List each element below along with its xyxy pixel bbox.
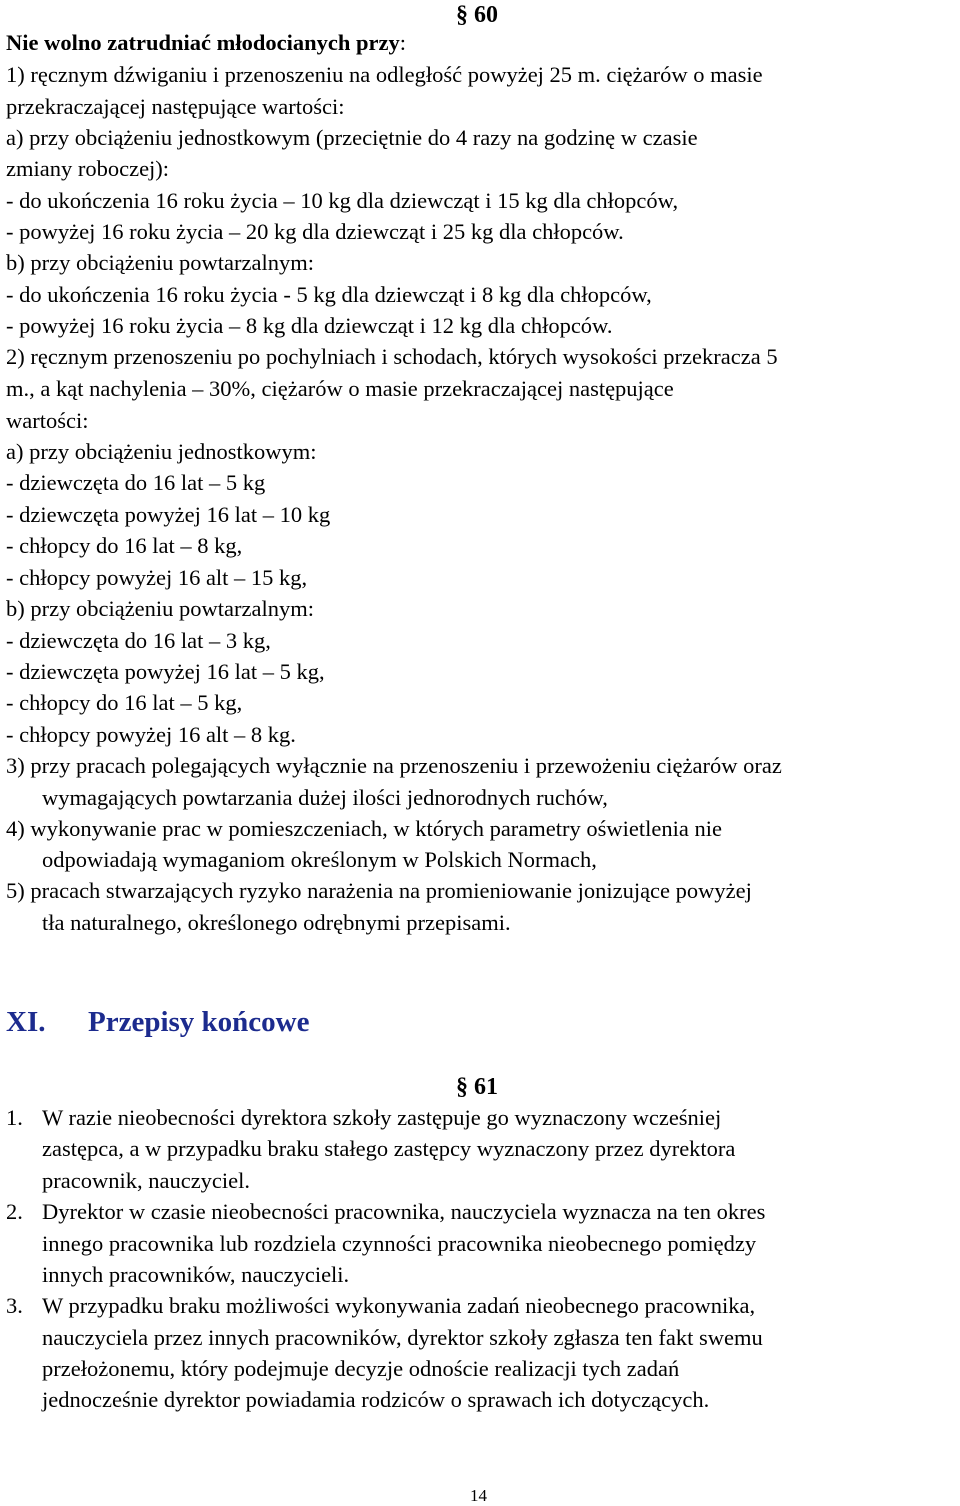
item1-line1: 1) ręcznym dźwiganiu i przenoszeniu na odległość powyżej 25 m. ciężarów o masie xyxy=(6,62,763,87)
item2-b: b) przy obciążeniu powtarzalnym: xyxy=(6,596,315,621)
lead-bold: Nie wolno zatrudniać młodocianych przy xyxy=(6,30,400,55)
p2-line2: innego pracownika lub rozdziela czynności pracownika nieobecnego pomiędzy xyxy=(42,1231,757,1256)
lead-colon: : xyxy=(399,30,407,55)
p2-number: 2. xyxy=(6,1199,23,1224)
p2-line3: innych pracowników, nauczycieli. xyxy=(42,1262,350,1287)
item1-b: b) przy obciążeniu powtarzalnym: xyxy=(6,250,315,275)
item1-a-line1: a) przy obciążeniu jednostkowym (przeciętnie do 4 razy na godzinę w czasie xyxy=(6,125,698,150)
item1-a-line2: zmiany roboczej): xyxy=(6,156,170,181)
item3-line1: 3) przy pracach polegających wyłącznie na przenoszeniu i przewożeniu ciężarów oraz xyxy=(6,753,782,778)
p3-line2: nauczyciela przez innych pracowników, dyrektor szkoły zgłasza ten fakt swemu xyxy=(42,1325,763,1350)
p1-number: 1. xyxy=(6,1105,23,1130)
chapter-title: Przepisy końcowe xyxy=(88,1006,310,1038)
item2-a: a) przy obciążeniu jednostkowym: xyxy=(6,439,317,464)
item2-a-bullet: - chłopcy do 16 lat – 8 kg, xyxy=(6,533,243,558)
p3-line1: W przypadku braku możliwości wykonywania zadań nieobecnego pracownika, xyxy=(42,1293,756,1318)
p1-line3: pracownik, nauczyciel. xyxy=(42,1168,251,1193)
item4-line2: odpowiadają wymaganiom określonym w Polskich Normach, xyxy=(42,847,597,872)
item1-b-bullet1: - do ukończenia 16 roku życia - 5 kg dla dziewcząt i 8 kg dla chłopców, xyxy=(6,282,652,307)
item5-line2: tła naturalnego, określonego odrębnymi przepisami. xyxy=(42,910,511,935)
item1-a-bullet1: - do ukończenia 16 roku życia – 10 kg dla dziewcząt i 15 kg dla chłopców, xyxy=(6,188,679,213)
item2-a-bullet: - dziewczęta do 16 lat – 5 kg xyxy=(6,470,266,495)
item5-line1: 5) pracach stwarzających ryzyko narażenia na promieniowanie jonizujące powyżej xyxy=(6,878,752,903)
page-number: 14 xyxy=(470,1486,487,1505)
chapter-number: XI. xyxy=(6,1006,46,1038)
p3-number: 3. xyxy=(6,1293,23,1318)
item2-a-bullet: - dziewczęta powyżej 16 lat – 10 kg xyxy=(6,502,331,527)
section-60-heading: § 60 xyxy=(456,2,498,28)
p1-line1: W razie nieobecności dyrektora szkoły zastępuje go wyznaczony wcześniej xyxy=(42,1105,722,1130)
item2-b-bullet: - dziewczęta do 16 lat – 3 kg, xyxy=(6,628,271,653)
lead-sentence xyxy=(6,32,406,55)
item2-b-bullet: - chłopcy do 16 lat – 5 kg, xyxy=(6,690,243,715)
item3-line2: wymagających powtarzania dużej ilości jednorodnych ruchów, xyxy=(42,785,608,810)
item1-a-bullet2: - powyżej 16 roku życia – 20 kg dla dziewcząt i 25 kg dla chłopców. xyxy=(6,219,624,244)
item2-line2: m., a kąt nachylenia – 30%, ciężarów o masie przekraczającej następujące xyxy=(6,376,674,401)
item1-line2: przekraczającej następujące wartości: xyxy=(6,94,345,119)
section-61-heading: § 61 xyxy=(456,1074,498,1100)
item2-b-bullet-last: - chłopcy powyżej 16 alt – 8 kg. xyxy=(6,722,296,747)
item2-b-bullet: - dziewczęta powyżej 16 lat – 5 kg, xyxy=(6,659,325,684)
p3-line3: przełożonemu, który podejmuje decyzje odnoście realizacji tych zadań xyxy=(42,1356,680,1381)
item2-a-bullet: - chłopcy powyżej 16 alt – 15 kg, xyxy=(6,565,308,590)
item2-line1: 2) ręcznym przenoszeniu po pochylniach i schodach, których wysokości przekracza 5 xyxy=(6,344,778,369)
item4-line1: 4) wykonywanie prac w pomieszczeniach, w których parametry oświetlenia nie xyxy=(6,816,722,841)
p2-line1: Dyrektor w czasie nieobecności pracownika, nauczyciela wyznacza na ten okres xyxy=(42,1199,766,1224)
item2-line3: wartości: xyxy=(6,408,89,433)
item1-b-bullet2: - powyżej 16 roku życia – 8 kg dla dziewcząt i 12 kg dla chłopców. xyxy=(6,313,613,338)
p1-line2: zastępca, a w przypadku braku stałego zastępcy wyznaczony przez dyrektora xyxy=(42,1136,736,1161)
p3-line4: jednocześnie dyrektor powiadamia rodziców o sprawach ich dotyczących. xyxy=(42,1387,710,1412)
